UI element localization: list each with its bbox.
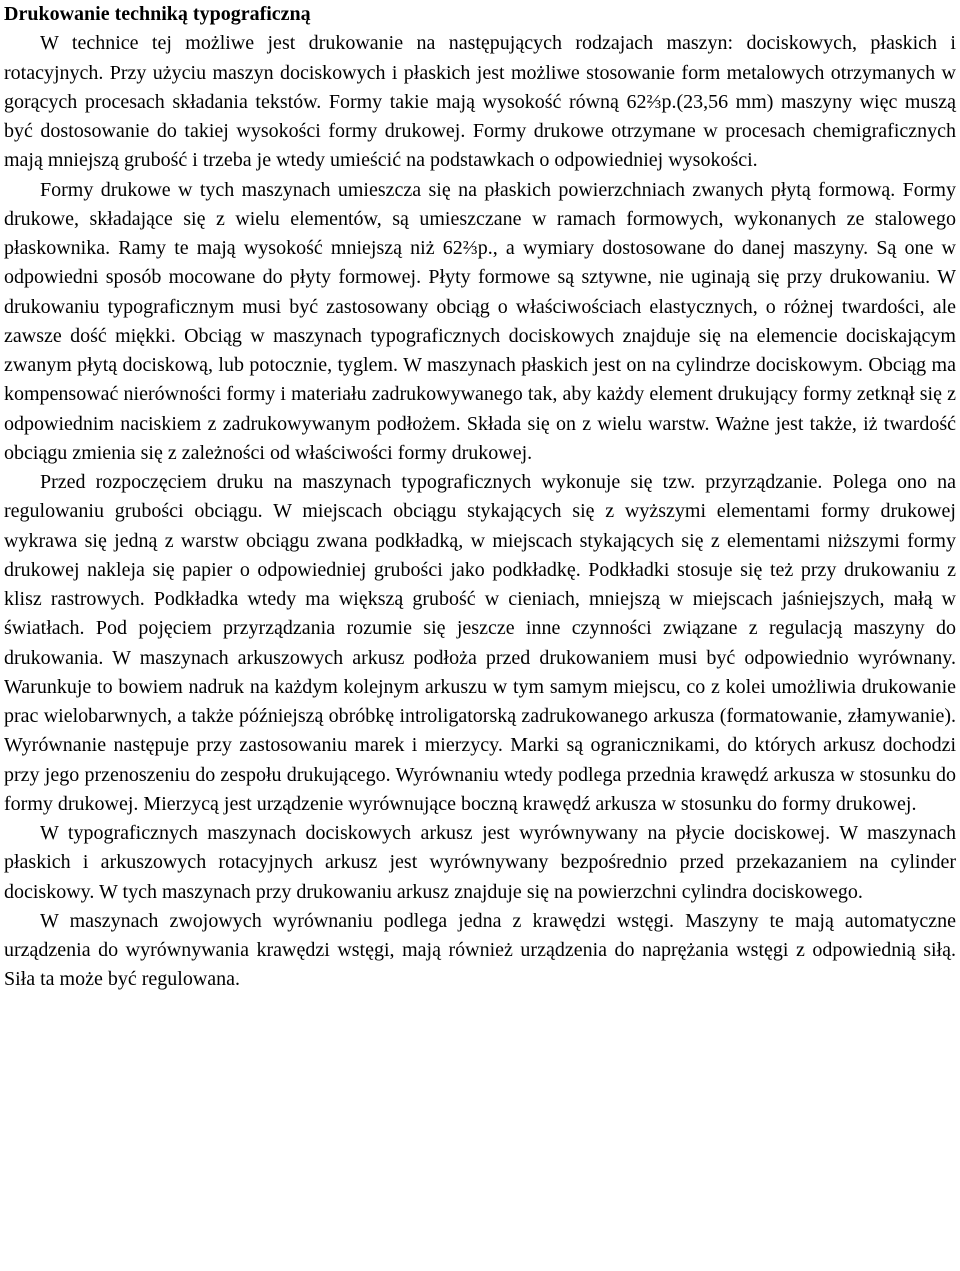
paragraph-3: Przed rozpoczęciem druku na maszynach typograficznych wykonuje się tzw. przyrządzanie. Polega ono na regulowaniu grubości obciągu. W miejscach obciągu stykających się z wyższymi elementami formy drukowej wykrawa się jedną z warstw obciągu zwana podkładką, w miejscach stykających się z elementami niższymi formy drukowej nakleja się papier o odpowiedniej grubości jako podkładkę. Podkładki stosuje się też przy drukowaniu z klisz rastrowych. Podkładka wtedy ma większą grubość w cieniach, mniejszą w miejscach jaśniejszych, małą w światłach. Pod pojęciem przyrządzania rozumie się jeszcze inne czynności związane z regulacją maszyny do drukowania. W maszynach arkuszowych arkusz podłoża przed drukowaniem musi być odpowiednio wyrównany. Warunkuje to bowiem nadruk na każdym kolejnym arkuszu w tym samym miejscu, co z kolei umożliwia drukowanie prac wielobarwnych, a także późniejszą obróbkę introligatorską zadrukowanego arkusza (formatowanie, złamywanie). Wyrównanie następuje przy zastosowaniu marek i mierzycy. Marki są ogranicznikami, do których arkusz dochodzi przy jego przenoszeniu do zespołu drukującego. Wyrównaniu wtedy podlega przednia krawędź arkusza w stosunku do formy drukowej. Mierzycą jest urządzenie wyrównujące boczną krawędź arkusza w stosunku do formy drukowej.: [4, 471, 956, 815]
paragraph-5: W maszynach zwojowych wyrównaniu podlega jedna z krawędzi wstęgi. Maszyny te mają automatyczne urządzenia do wyrównywania krawędzi wstęgi, mają również urządzenia do naprężania wstęgi z odpowiednią siłą. Siła ta może być regulowana.: [4, 909, 956, 991]
document-title: Drukowanie techniką typograficzną: [4, 3, 311, 25]
paragraph-2: Formy drukowe w tych maszynach umieszcza się na płaskich powierzchniach zwanych płytą formową. Formy drukowe, składające się z wielu elementów, są umieszczane w ramach formowych, wykonanych ze stalowego płaskownika. Ramy te mają wysokość mniejszą niż 62⅔p., a wymiary dostosowane do danej maszyny. Są one w odpowiedni sposób mocowane do płyty formowej. Płyty formowe są sztywne, nie uginają się przy drukowaniu. W drukowaniu typograficznym musi być zastosowany obciąg o właściwościach elastycznych, o różnej twardości, ale zawsze dość miękki. Obciąg w maszynach typograficznych dociskowych znajduje się na elemencie dociskającym zwanym płytą dociskową, lub potocznie, tyglem. W maszynach płaskich jest on na cylindrze dociskowym. Obciąg ma kompensować nierówności formy i materiału zadrukowywanego tak, aby każdy element drukujący formy zetknął się z odpowiednim naciskiem z zadrukowywanym podłożem. Składa się on z wielu warstw. Ważne jest także, iż twardość obciągu zmienia się z zależności od właściwości formy drukowej.: [4, 178, 956, 464]
paragraph-4: W typograficznych maszynach dociskowych arkusz jest wyrównywany na płycie dociskowej. W maszynach płaskich i arkuszowych rotacyjnych arkusz jest wyrównywany bezpośrednio przed przekazaniem na cylinder dociskowy. W tych maszynach przy drukowaniu arkusz znajduje się na powierzchni cylindra dociskowego.: [4, 822, 956, 903]
paragraph-1: W technice tej możliwe jest drukowanie na następujących rodzajach maszyn: dociskowych, płaskich i rotacyjnych. Przy użyciu maszyn dociskowych i płaskich jest możliwe stosowanie form metalowych otrzymanych w gorących procesach składania tekstów. Formy takie mają wysokość równą 62⅔p.(23,56 mm) maszyny więc muszą być dostosowanie do takiej wysokości formy drukowej. Formy drukowe otrzymane w procesach chemigraficznych mają mniejszą grubość i trzeba je wtedy umieścić na podstawkach o odpowiedniej wysokości.: [4, 32, 956, 172]
